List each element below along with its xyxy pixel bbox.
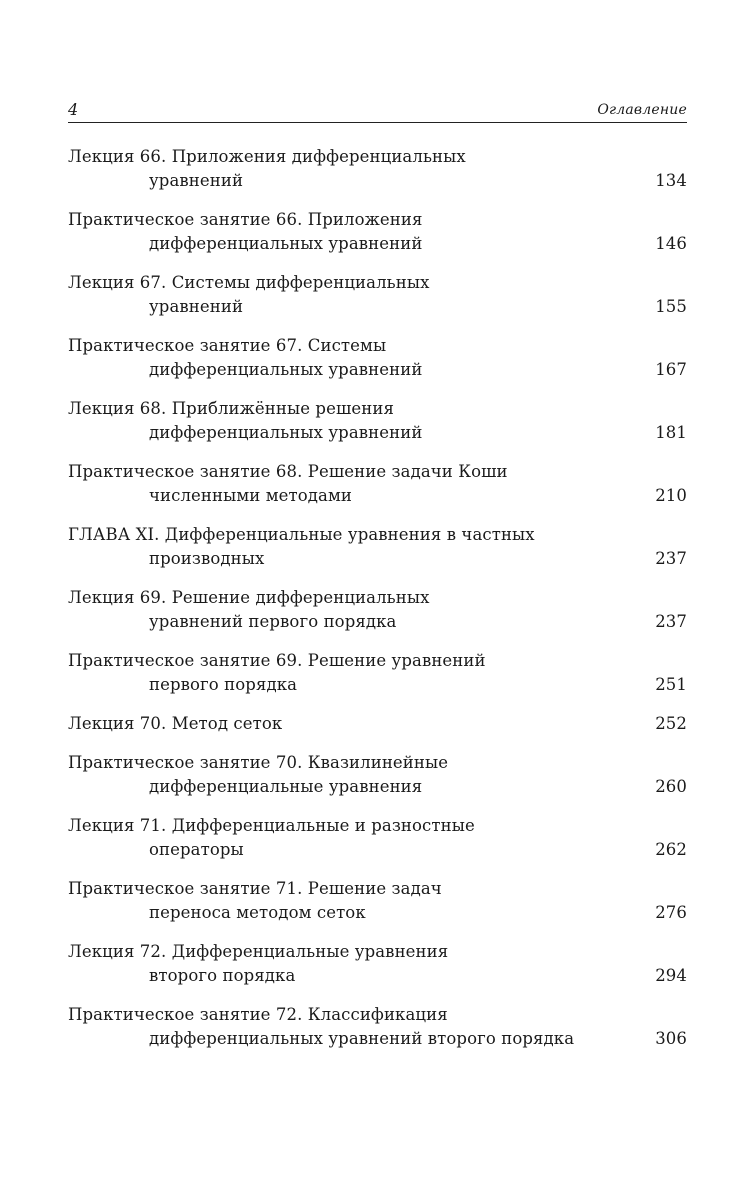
toc-entry-title-continuation: производных	[149, 549, 265, 568]
toc-entry-title: Практическое занятие 66. Приложения	[68, 210, 423, 229]
toc-entry-page: 306	[655, 1029, 687, 1048]
table-of-contents	[68, 145, 687, 1066]
toc-entry-page: 210	[655, 486, 687, 505]
toc-entry-title-continuation: второго порядка	[149, 966, 296, 985]
toc-entry-page: 294	[655, 966, 687, 985]
toc-entry-title-continuation: дифференциальных уравнений второго порядка	[149, 1029, 575, 1048]
toc-entry-title: Практическое занятие 67. Системы	[68, 336, 387, 355]
toc-entry-page: 252	[655, 714, 687, 733]
toc-entry-title: Практическое занятие 69. Решение уравнений	[68, 651, 486, 670]
toc-entry-title: Лекция 69. Решение дифференциальных	[68, 588, 430, 607]
toc-entry-page: 155	[655, 297, 687, 316]
toc-entry[interactable]	[68, 460, 687, 508]
running-title: Оглавление	[597, 102, 687, 118]
toc-entry-page: 167	[655, 360, 687, 379]
page-number: 4	[68, 100, 79, 119]
toc-entry-title-continuation: уравнений первого порядка	[149, 612, 397, 631]
toc-entry[interactable]	[68, 940, 687, 988]
toc-entry[interactable]	[68, 145, 687, 193]
toc-entry-page: 251	[655, 675, 687, 694]
toc-entry-page: 276	[655, 903, 687, 922]
toc-entry-title: ГЛАВА XI. Дифференциальные уравнения в частных	[68, 525, 535, 544]
toc-entry-title: Практическое занятие 68. Решение задачи Коши	[68, 462, 508, 481]
toc-entry-title: Практическое занятие 72. Классификация	[68, 1005, 448, 1024]
toc-entry-title: Лекция 68. Приближённые решения	[68, 399, 394, 418]
toc-entry-title: Лекция 67. Системы дифференциальных	[68, 273, 430, 292]
toc-entry[interactable]	[68, 712, 687, 736]
toc-entry-title-continuation: уравнений	[149, 297, 244, 316]
toc-entry-title-continuation: дифференциальных уравнений	[149, 423, 423, 442]
toc-entry[interactable]	[68, 751, 687, 799]
toc-entry-title-continuation: численными методами	[149, 486, 352, 505]
toc-entry-title: Лекция 70. Метод сеток	[68, 714, 283, 733]
toc-entry[interactable]	[68, 1003, 687, 1051]
toc-entry-title-continuation: дифференциальных уравнений	[149, 360, 423, 379]
toc-entry-title: Лекция 71. Дифференциальные и разностные	[68, 816, 475, 835]
toc-entry[interactable]	[68, 586, 687, 634]
toc-entry[interactable]	[68, 208, 687, 256]
toc-entry-page: 181	[655, 423, 687, 442]
toc-entry-title: Практическое занятие 70. Квазилинейные	[68, 753, 449, 772]
toc-entry-title: Лекция 72. Дифференциальные уравнения	[68, 942, 449, 961]
toc-entry-title-continuation: переноса методом сеток	[149, 903, 366, 922]
toc-entry[interactable]	[68, 877, 687, 925]
toc-entry-title: Практическое занятие 71. Решение задач	[68, 879, 442, 898]
toc-entry-chapter[interactable]	[68, 523, 687, 571]
toc-entry-page: 237	[655, 612, 687, 631]
toc-entry[interactable]	[68, 271, 687, 319]
toc-entry[interactable]	[68, 649, 687, 697]
toc-entry[interactable]	[68, 814, 687, 862]
toc-entry-page: 237	[655, 549, 687, 568]
page-header	[68, 100, 687, 123]
toc-entry-title: Лекция 66. Приложения дифференциальных	[68, 147, 466, 166]
toc-entry-page: 260	[655, 777, 687, 796]
toc-entry-title-continuation: операторы	[149, 840, 244, 859]
toc-entry-title-continuation: дифференциальные уравнения	[149, 777, 423, 796]
toc-entry-title-continuation: уравнений	[149, 171, 244, 190]
toc-entry-title-continuation: первого порядка	[149, 675, 298, 694]
toc-entry-title-continuation: дифференциальных уравнений	[149, 234, 423, 253]
toc-entry-page: 262	[655, 840, 687, 859]
toc-entry-page: 134	[655, 171, 687, 190]
toc-entry-page: 146	[655, 234, 687, 253]
toc-entry[interactable]	[68, 397, 687, 445]
toc-entry[interactable]	[68, 334, 687, 382]
